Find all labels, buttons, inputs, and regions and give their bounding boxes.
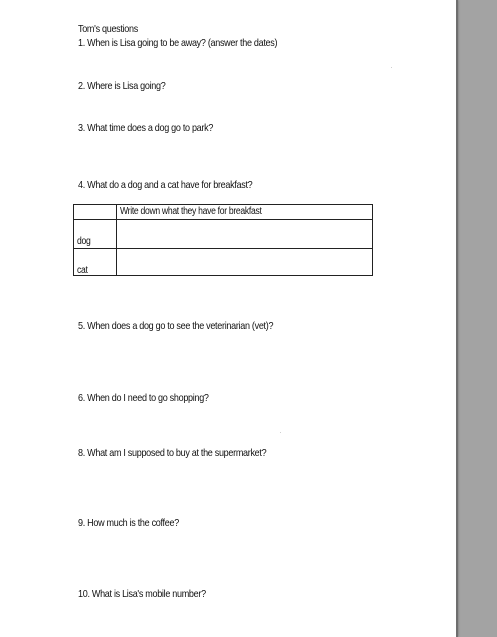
scan-speck — [391, 67, 392, 68]
question-6: 6. When do I need to go shopping? — [78, 392, 209, 404]
question-4: 4. What do a dog and a cat have for breakfast? — [78, 179, 253, 191]
scan-speck — [280, 432, 281, 433]
question-1: 1. When is Lisa going to be away? (answer the dates) — [78, 37, 278, 49]
table-row-divider-header — [74, 219, 372, 220]
question-9: 9. How much is the coffee? — [78, 517, 179, 529]
question-8: 8. What am I supposed to buy at the supermarket? — [78, 447, 267, 459]
question-2: 2. Where is Lisa going? — [78, 80, 166, 92]
question-5: 5. When does a dog go to see the veterinarian (vet)? — [78, 320, 274, 332]
question-3: 3. What time does a dog go to park? — [78, 122, 214, 134]
worksheet-title: Tom's questions — [78, 23, 138, 35]
table-column-divider — [116, 205, 117, 275]
table-row-label-dog: dog — [77, 236, 91, 247]
page-edge-shadow — [456, 0, 458, 637]
table-row-divider-dog — [74, 248, 372, 249]
breakfast-table — [73, 204, 373, 276]
table-row-label-cat: cat — [77, 265, 88, 276]
table-header-label: Write down what they have for breakfast — [120, 206, 262, 217]
question-10: 10. What is Lisa's mobile number? — [78, 588, 206, 600]
